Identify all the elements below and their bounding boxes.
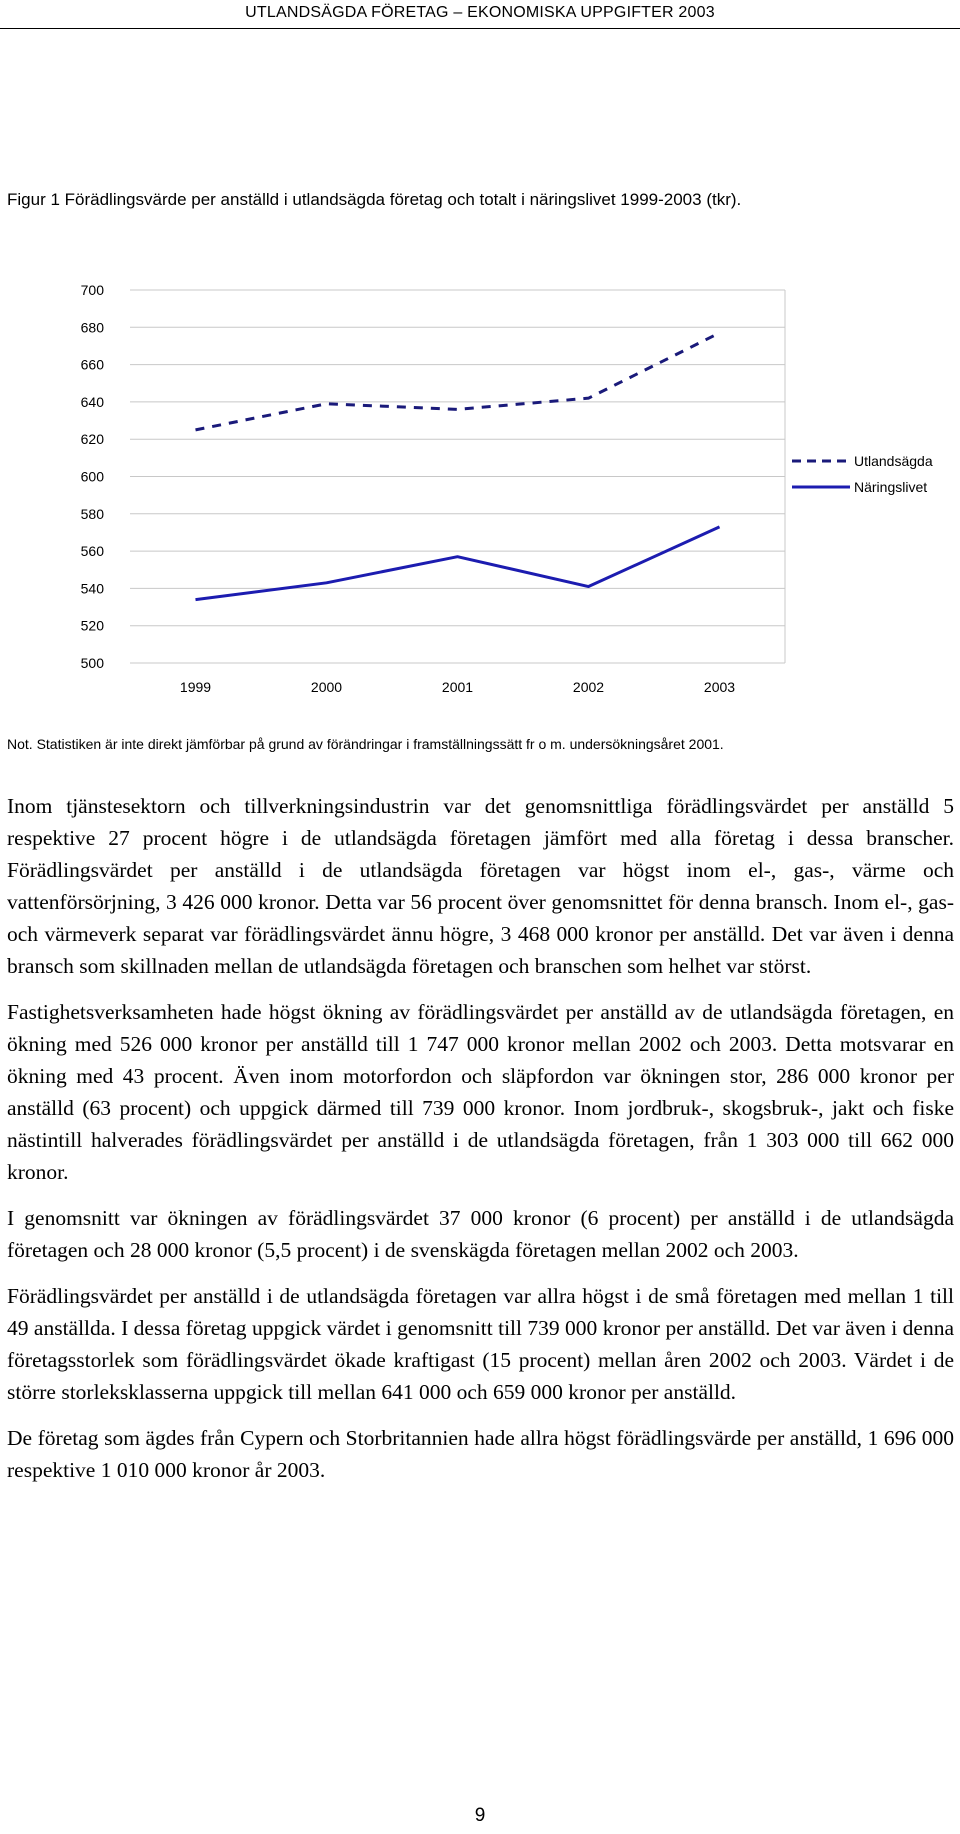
figure-title: Figur 1 Förädlingsvärde per anställd i utlandsägda företag och totalt i näringslivet 1999-2003 (tkr). [7, 190, 742, 209]
x-tick-label-2002: 2002 [572, 679, 605, 695]
y-tick-label-600: 600 [80, 468, 104, 485]
page-number: 9 [474, 1805, 486, 1826]
y-tick-label-620: 620 [80, 431, 104, 448]
x-tick-label-2000: 2000 [310, 679, 343, 695]
paragraph-3: I genomsnitt var ökningen av förädlingsvärdet 37 000 kronor (6 procent) per anställd i de utlandsägda företagen och 28 000 kronor (5,5 procent) i de svenskägda företagen mellan 2002 och 2003. [7, 1206, 954, 1262]
y-tick-label-500: 500 [80, 655, 104, 671]
y-tick-label-640: 640 [80, 393, 104, 410]
x-tick-label-1999: 1999 [179, 679, 212, 695]
paragraph-2: Fastighetsverksamheten hade högst ökning av förädlingsvärdet per anställd av de utlandsägda företagen, en ökning med 526 000 kronor per anställd till 1 747 000 kronor mellan 2002 och 2003. Detta motsvarar en ökning med 43 procent. Även inom motorfordon och släpfordon var ökningen stor, 286 000 kronor per anställd (63 procent) och uppgick därmed till 739 000 kronor. Inom jordbruk-, skogsbruk-, jakt och fiske nästintill halverades förädlingsvärdet per anställd i de utlandsägda företagen, från 1 303 000 till 662 000 kronor. [7, 1000, 954, 1184]
chart-legend [792, 453, 933, 495]
y-tick-label-580: 580 [80, 505, 104, 522]
running-header: UTLANDSÄGDA FÖRETAG – EKONOMISKA UPPGIFTER 2003 [245, 4, 715, 21]
chart-gridlines [130, 290, 785, 663]
paragraph-5: De företag som ägdes från Cypern och Storbritannien hade allra högst förädlingsvärde per anställd, 1 696 000 respektive 1 010 000 kronor år 2003. [7, 1426, 954, 1482]
figure-note: Not. Statistiken är inte direkt jämförbar på grund av förändringar i framställningssätt fr o m. undersökningsåret 2001. [7, 736, 724, 752]
y-tick-label-680: 680 [80, 319, 104, 336]
series-line-utlandsägda [196, 333, 720, 430]
line-chart [0, 270, 960, 710]
y-tick-label-520: 520 [80, 617, 104, 634]
y-tick-label-660: 660 [80, 356, 104, 373]
x-tick-label-2001: 2001 [441, 679, 474, 695]
header-rule [0, 28, 960, 29]
y-tick-label-540: 540 [80, 580, 104, 597]
chart-series [195, 333, 719, 600]
y-tick-label-700: 700 [80, 282, 104, 298]
y-tick-label-560: 560 [80, 543, 104, 560]
paragraph-1: Inom tjänstesektorn och tillverkningsindustrin var det genomsnittliga förädlingsvärdet per anställd 5 respektive 27 procent högre i de utlandsägda företagen jämfört med alla företag i dessa branscher. Förädlingsvärdet per anställd i de utlandsägda företagen var högst inom el-, gas-, värme och vattenförsörjning, 3 426 000 kronor. Detta var 56 procent över genomsnittet för denna bransch. Inom el-, gas- och värmeverk separat var förädlingsvärdet ännu högre, 3 468 000 kronor per anställd. Det var även i denna bransch som skillnaden mellan de utlandsägda företagen och branschen som helhet var störst. [7, 794, 954, 978]
x-tick-label-2003: 2003 [703, 679, 736, 695]
paragraph-4: Förädlingsvärdet per anställd i de utlandsägda företagen var allra högst i de små företagen med mellan 1 till 49 anställda. I dessa företag uppgick värdet i genomsnitt till 739 000 kronor per anställd. Det var även i denna företagsstorlek som förädlingsvärdet ökade kraftigast (15 procent) mellan åren 2002 och 2003. Värdet i de större storleksklasserna uppgick till mellan 641 000 och 659 000 kronor per anställd. [7, 1284, 954, 1404]
body-text [7, 790, 954, 1500]
y-axis-tick-labels [81, 282, 105, 671]
legend-label-näringslivet: Näringslivet [854, 479, 928, 495]
legend-label-utlandsägda: Utlandsägda [854, 453, 933, 469]
x-axis-tick-labels [180, 679, 735, 695]
